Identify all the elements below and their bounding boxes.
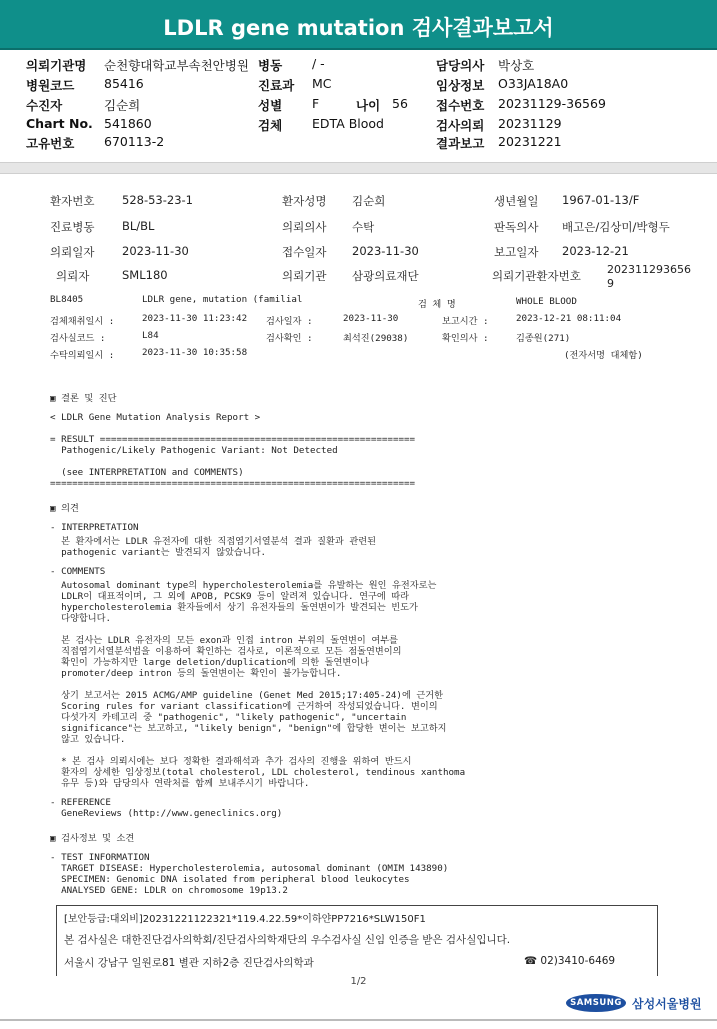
- comments-line: 본 검사는 LDLR 유전자의 모든 exon과 인접 intron 부위의 돌연변이 여부를: [50, 635, 398, 646]
- section-conclusion: ▣ 결론 및 진단: [50, 393, 117, 404]
- test-date-value: 2023-11-30: [343, 313, 399, 324]
- header-value-doctor: 박상호: [498, 58, 535, 73]
- header-value-request-date: 20231129: [498, 116, 562, 131]
- patient-label-reading-doctor: 판독의사: [494, 220, 539, 234]
- patient-label-birth: 생년월일: [494, 194, 539, 208]
- title-underline: [0, 48, 717, 50]
- section-opinion: ▣ 의견: [50, 503, 79, 514]
- samsung-logo-icon: SAMSUNG: [566, 994, 626, 1012]
- specimen-test-name: LDLR gene, mutation (familial: [142, 294, 303, 305]
- header-value-hospital-code: 85416: [104, 76, 144, 91]
- patient-label-org-patient-no: 의뢰기관환자번호: [492, 269, 581, 283]
- patient-value-id: 528-53-23-1: [122, 193, 193, 207]
- interpretation-heading: - INTERPRETATION: [50, 522, 139, 533]
- header-value-ward: / -: [312, 56, 325, 71]
- test-date-label: 검사일자 :: [266, 316, 313, 327]
- room-value: L84: [142, 330, 159, 341]
- patient-value-requester: SML180: [122, 268, 168, 282]
- header-value-report-date: 20231221: [498, 134, 562, 149]
- reference-line: GeneReviews (http://www.geneclinics.org): [50, 808, 283, 819]
- confirm-value: 최석진(29038): [343, 333, 409, 344]
- header-label-request-date: 검사의뢰: [436, 118, 485, 133]
- comments-line: * 본 검사 의뢰시에는 보다 정확한 결과해석과 추가 검사의 진행을 위하여 반드시: [50, 756, 412, 767]
- sign-note: (전자서명 대체함): [564, 350, 643, 361]
- recv-label: 수탁의뢰일시 :: [50, 350, 115, 361]
- patient-label-requester: 의뢰자: [56, 269, 90, 283]
- specimen-code: BL8405: [50, 294, 84, 305]
- test-info-line: SPECIMEN: Genomic DNA isolated from peripheral blood leukocytes: [50, 874, 410, 885]
- patient-label-request-org: 의뢰기관: [282, 269, 327, 283]
- header-value-sex: F: [312, 96, 320, 111]
- patient-value-request-doctor: 수탁: [352, 220, 375, 234]
- header-label-ward: 병동: [258, 58, 283, 73]
- result-text: Pathogenic/Likely Pathogenic Variant: Not Detected: [50, 445, 338, 456]
- security-line: [보안등급:대외비]20231221122321*119.4.22.59*이하얀PP7216*SLW150F1: [64, 914, 426, 925]
- header-label-clinical-info: 임상정보: [436, 78, 485, 93]
- confirm-doctor-value: 김종원(271): [516, 333, 571, 344]
- result-line: = RESULT =========================================================: [50, 434, 416, 445]
- comments-line: promoter/deep intron 등의 돌연변이는 확인이 불가능합니다.: [50, 668, 342, 679]
- patient-value-report-date: 2023-12-21: [562, 244, 629, 258]
- header-value-department: MC: [312, 76, 332, 91]
- confirm-doctor-label: 확인의사 :: [442, 333, 489, 344]
- patient-value-org-patient-no-cont: 9: [607, 277, 614, 290]
- certification-line: 본 검사실은 대한진단검사의학회/진단검사의학재단의 우수검사실 신임 인증을 받은 검사실입니다.: [64, 934, 511, 946]
- header-label-receipt-no: 접수번호: [436, 98, 485, 113]
- patient-value-request-date: 2023-11-30: [122, 244, 189, 258]
- patient-label-report-date: 보고일자: [494, 245, 539, 259]
- test-info-heading: - TEST INFORMATION: [50, 852, 150, 863]
- eq-line: ==================================================================: [50, 478, 416, 489]
- header-label-hospital-code: 병원코드: [26, 78, 75, 93]
- header-label-department: 진료과: [258, 78, 295, 93]
- patient-value-ward: BL/BL: [122, 219, 155, 233]
- reference-heading: - REFERENCE: [50, 797, 111, 808]
- patient-value-birth: 1967-01-13/F: [562, 193, 640, 207]
- header-value-receipt-no: 20231129-36569: [498, 96, 606, 111]
- comments-line: LDLR이 대표적이며, 그 외에 APOB, PCSK9 등이 알려져 있습니다. 연구에 따라: [50, 591, 410, 602]
- report-subtitle: < LDLR Gene Mutation Analysis Report >: [50, 412, 261, 423]
- comments-line: Autosomal dominant type의 hypercholesterolemia를 유발하는 원인 유전자로는: [50, 580, 437, 591]
- patient-value-org-patient-no: 202311293656: [607, 263, 691, 276]
- header-label-unique-no: 고유번호: [26, 136, 75, 151]
- header-label-report-date: 결과보고: [436, 136, 485, 151]
- report-time-value: 2023-12-21 08:11:04: [516, 313, 622, 324]
- header-label-specimen: 검체: [258, 118, 283, 133]
- patient-label-request-doctor: 의뢰의사: [282, 220, 327, 234]
- header-label-institution: 의뢰기관명: [26, 58, 87, 73]
- header-value-specimen: EDTA Blood: [312, 116, 384, 131]
- patient-value-request-org: 삼광의료재단: [352, 269, 419, 283]
- collect-value: 2023-11-30 11:23:42: [142, 313, 248, 324]
- header-label-doctor: 담당의사: [436, 58, 485, 73]
- comments-line: hypercholesterolemia 환자들에서 상기 유전자들의 돌연변이가 발견되는 빈도가: [50, 602, 418, 613]
- comments-line: 직접염기서열분석법을 이용하여 확인하는 검사로, 이론적으로 모든 점돌연변이의: [50, 646, 402, 657]
- patient-label-ward: 진료병동: [50, 220, 95, 234]
- header-label-sex: 성별: [258, 98, 283, 113]
- test-info-line: TARGET DISEASE: Hypercholesterolemia, autosomal dominant (OMIM 143890): [50, 863, 449, 874]
- confirm-label: 검사확인 :: [266, 333, 313, 344]
- header-value-unique-no: 670113-2: [104, 134, 165, 149]
- comments-line: 않고 있습니다.: [50, 734, 126, 745]
- header-label-age: 나이: [356, 98, 381, 113]
- report-time-label: 보고시간 :: [442, 316, 489, 327]
- patient-label-receipt-date: 접수일자: [282, 245, 327, 259]
- interpretation-line: 본 환자에서는 LDLR 유전자에 대한 직접염기서열분석 결과 질환과 관련된: [50, 536, 376, 547]
- phone-line: ☎ 02)3410-6469: [524, 955, 616, 967]
- header-value-chart-no: 541860: [104, 116, 152, 131]
- patient-label-name: 환자성명: [282, 194, 327, 208]
- header-value-clinical-info: O33JA18A0: [498, 76, 569, 91]
- header-label-chart-no: Chart No.: [26, 116, 93, 131]
- header-label-patient: 수진자: [26, 98, 63, 113]
- page-number: 1/2: [350, 976, 367, 987]
- comments-line: 환자의 상세한 임상정보(total cholesterol, LDL cholesterol, tendinous xanthoma: [50, 767, 466, 778]
- room-label: 검사실코드 :: [50, 333, 106, 344]
- specimen-sample-label: 검 체 명: [418, 299, 456, 310]
- collect-label: 검체채취일시 :: [50, 316, 115, 327]
- comments-line: Scoring rules for variant classification에 근거하여 작성되었습니다. 변이의: [50, 701, 438, 712]
- comments-line: 상기 보고서는 2015 ACMG/AMP guideline (Genet Med 2015;17:405-24)에 근거한: [50, 690, 443, 701]
- section-test-info: ▣ 검사정보 및 소견: [50, 833, 135, 844]
- header-value-patient: 김순희: [104, 98, 141, 113]
- hospital-name: 삼성서울병원: [632, 997, 702, 1011]
- report-title: LDLR gene mutation 검사결과보고서: [0, 0, 717, 48]
- bottom-divider: [0, 1019, 717, 1021]
- comments-line: 다양합니다.: [50, 613, 111, 624]
- comments-line: 다섯가지 카테고리 중 "pathogenic", "likely pathogenic", "uncertain: [50, 712, 407, 723]
- section-separator: [0, 162, 717, 174]
- recv-value: 2023-11-30 10:35:58: [142, 347, 248, 358]
- interpretation-line: pathogenic variant는 발견되지 않았습니다.: [50, 547, 266, 558]
- patient-value-receipt-date: 2023-11-30: [352, 244, 419, 258]
- comments-line: significance"는 보고하고, "likely benign", "benign"에 합당한 변이는 보고하지: [50, 723, 447, 734]
- see-text: (see INTERPRETATION and COMMENTS): [50, 467, 244, 478]
- patient-value-name: 김순희: [352, 194, 386, 208]
- address-line: 서울시 강남구 일원로81 별관 지하2층 진단검사의학과: [64, 957, 314, 969]
- test-info-line: ANALYSED GENE: LDLR on chromosome 19p13.2: [50, 885, 288, 896]
- header-value-age: 56: [392, 96, 408, 111]
- comments-heading: - COMMENTS: [50, 566, 106, 577]
- patient-label-request-date: 의뢰일자: [50, 245, 95, 259]
- patient-label-id: 환자번호: [50, 194, 95, 208]
- specimen-sample-value: WHOLE BLOOD: [516, 296, 577, 307]
- comments-line: 유무 등)와 담당의사 연락처를 함께 보내주시기 바랍니다.: [50, 778, 310, 789]
- patient-value-reading-doctor: 배고은/김상미/박형두: [562, 220, 670, 234]
- header-value-institution: 순천향대학교부속천안병원: [104, 58, 249, 73]
- comments-line: 확인이 가능하지만 large deletion/duplication에 의한 돌연변이나: [50, 657, 370, 668]
